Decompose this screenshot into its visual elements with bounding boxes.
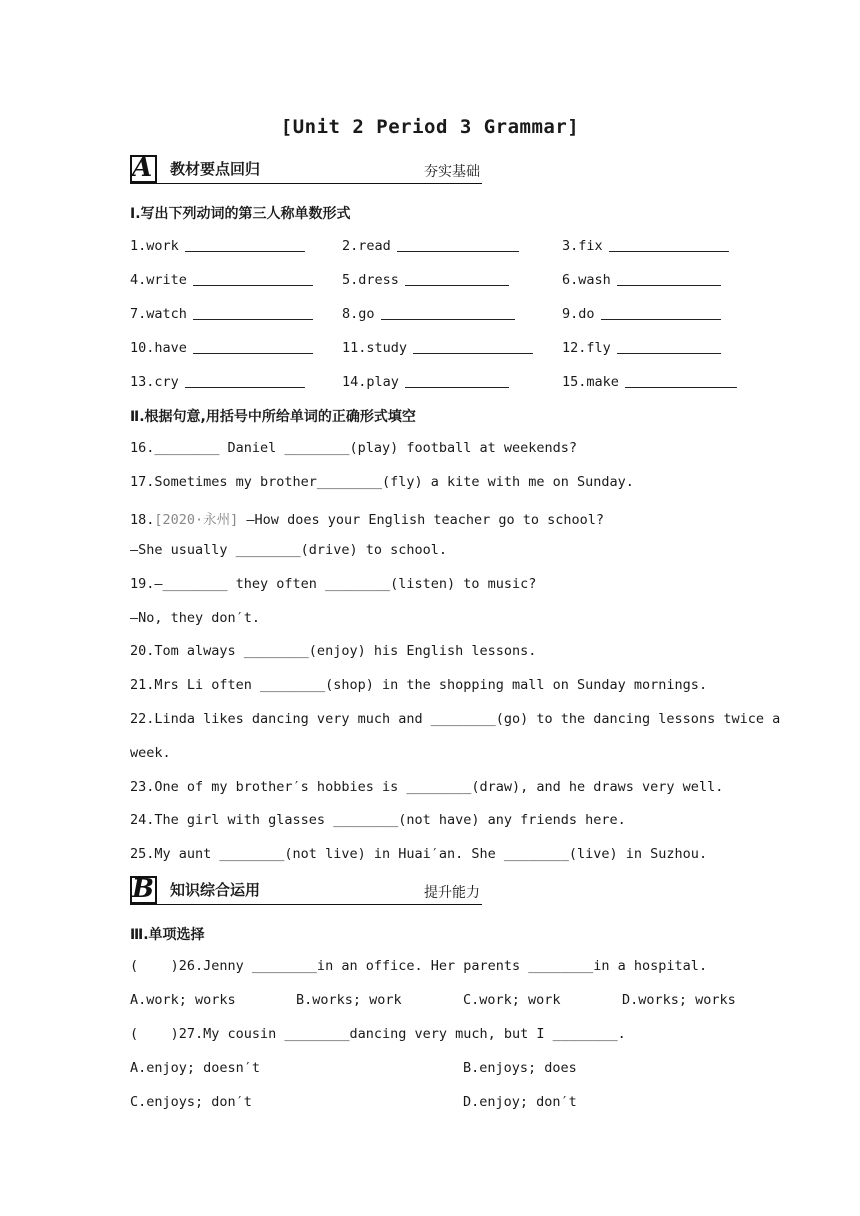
verb-item: 15.make	[562, 373, 737, 390]
verb-item: 8.go	[342, 305, 515, 322]
question-20: 20.Tom always ________(enjoy) his English lessons.	[130, 643, 537, 659]
question-21: 21.Mrs Li often ________(shop) in the shopping mall on Sunday mornings.	[130, 677, 708, 693]
verb-item: 10.have	[130, 339, 313, 356]
page-title: [Unit 2 Period 3 Grammar]	[280, 116, 580, 138]
section-heading: 知识综合运用	[170, 881, 261, 899]
question-17: 17.Sometimes my brother________(fly) a kite with me on Sunday.	[130, 474, 634, 490]
option-a[interactable]: A.enjoy; doesn′t	[130, 1060, 261, 1076]
question-23: 23.One of my brother′s hobbies is ________(draw), and he draws very well.	[130, 779, 724, 795]
option-a[interactable]: A.work; works	[130, 992, 236, 1008]
option-d[interactable]: D.enjoy; don′t	[463, 1094, 577, 1110]
question-25: 25.My aunt ________(not live) in Huai′an. She ________(live) in Suzhou.	[130, 846, 708, 862]
question-22-cont: week.	[130, 745, 171, 761]
option-b[interactable]: B.enjoys; does	[463, 1060, 577, 1076]
answer-blank[interactable]	[193, 271, 313, 286]
section-letter: A	[132, 153, 153, 183]
verb-item: 1.work	[130, 237, 305, 254]
verb-item: 13.cry	[130, 373, 305, 390]
question-18: 18.[2020·永州] —How does your English teacher go to school?	[130, 512, 605, 528]
verb-item: 11.study	[342, 339, 533, 356]
section-tag: 夯实基础	[424, 164, 480, 180]
answer-blank[interactable]	[193, 305, 313, 320]
part1-heading: Ⅰ.写出下列动词的第三人称单数形式	[130, 206, 351, 222]
answer-blank[interactable]	[413, 339, 533, 354]
question-27: ( )27.My cousin ________dancing very much, but I ________.	[130, 1026, 626, 1042]
question-16: 16.________ Daniel ________(play) football at weekends?	[130, 440, 578, 456]
answer-blank[interactable]	[381, 305, 515, 320]
section-tag: 提升能力	[424, 885, 480, 901]
option-d[interactable]: D.works; works	[622, 992, 736, 1008]
answer-blank[interactable]	[193, 339, 313, 354]
section-letter: B	[132, 874, 154, 904]
section-heading: 教材要点回归	[170, 160, 261, 178]
question-18-answer: —She usually ________(drive) to school.	[130, 542, 447, 558]
verb-item: 6.wash	[562, 271, 721, 288]
answer-blank[interactable]	[617, 339, 721, 354]
verb-item: 14.play	[342, 373, 509, 390]
section-underline	[130, 904, 482, 905]
option-c[interactable]: C.enjoys; don′t	[130, 1094, 252, 1110]
answer-blank[interactable]	[185, 237, 305, 252]
option-b[interactable]: B.works; work	[296, 992, 402, 1008]
verb-item: 4.write	[130, 271, 313, 288]
question-source: [2020·永州]	[154, 512, 239, 528]
answer-blank[interactable]	[617, 271, 721, 286]
question-19: 19.—________ they often ________(listen) to music?	[130, 576, 537, 592]
question-22: 22.Linda likes dancing very much and ________(go) to the dancing lessons twice a	[130, 711, 781, 727]
answer-blank[interactable]	[405, 271, 509, 286]
verb-item: 12.fly	[562, 339, 721, 356]
question-26: ( )26.Jenny ________in an office. Her parents ________in a hospital.	[130, 958, 708, 974]
answer-blank[interactable]	[609, 237, 729, 252]
answer-blank[interactable]	[185, 373, 305, 388]
answer-blank[interactable]	[625, 373, 737, 388]
section-a-banner	[130, 155, 482, 185]
verb-item: 3.fix	[562, 237, 729, 254]
answer-blank[interactable]	[601, 305, 721, 320]
answer-blank[interactable]	[405, 373, 509, 388]
verb-item: 2.read	[342, 237, 519, 254]
option-c[interactable]: C.work; work	[463, 992, 561, 1008]
section-underline	[130, 183, 482, 184]
question-24: 24.The girl with glasses ________(not have) any friends here.	[130, 812, 626, 828]
part2-heading: Ⅱ.根据句意,用括号中所给单词的正确形式填空	[130, 409, 416, 425]
question-19-answer: —No, they don′t.	[130, 610, 261, 626]
answer-blank[interactable]	[397, 237, 519, 252]
section-b-banner	[130, 876, 482, 906]
verb-item: 5.dress	[342, 271, 509, 288]
verb-item: 7.watch	[130, 305, 313, 322]
part3-heading: Ⅲ.单项选择	[130, 927, 205, 943]
verb-item: 9.do	[562, 305, 721, 322]
